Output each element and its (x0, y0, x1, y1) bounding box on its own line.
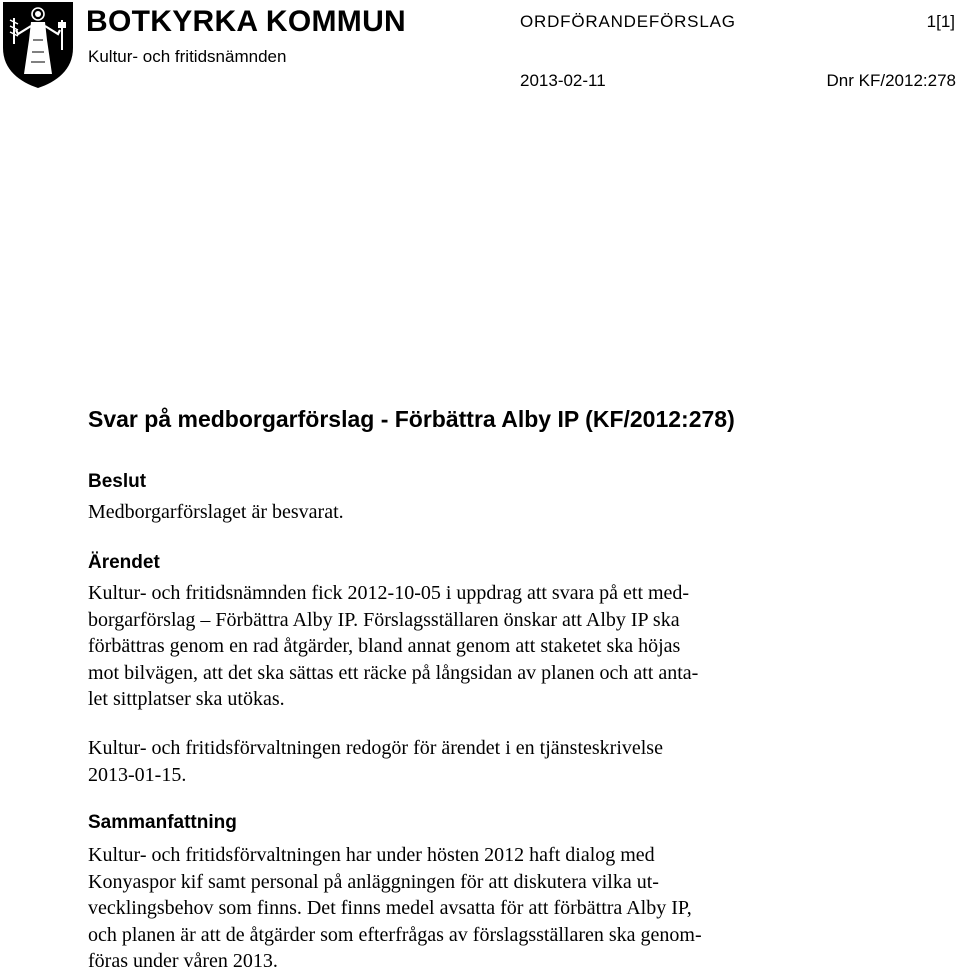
text-line: vecklingsbehov som finns. Det finns medel avsatta för att förbättra Alby IP, (88, 897, 692, 919)
text-line: Medborgarförslaget är besvarat. (88, 501, 344, 523)
section-heading-sammanfattning: Sammanfattning (88, 812, 237, 833)
text-line: mot bilvägen, att det ska sättas ett räcke på långsidan av planen och att anta- (88, 661, 699, 684)
document-title: Svar på medborgarförslag - Förbättra Alby IP (KF/2012:278) (88, 406, 735, 432)
text-line: Kultur- och fritidsförvaltningen har under hösten 2012 haft dialog med (88, 844, 655, 866)
document-type: ORDFÖRANDEFÖRSLAG (520, 12, 736, 31)
paragraph-arendet-2 (88, 735, 828, 788)
document-date: 2013-02-11 (520, 71, 606, 90)
paragraph-beslut (88, 499, 828, 526)
org-name: BOTKYRKA KOMMUN (86, 5, 407, 38)
paragraph-sammanfattning (88, 842, 828, 975)
logo (0, 0, 76, 90)
text-line: let sittplatser ska utökas. (88, 688, 285, 710)
coat-of-arms-icon (0, 0, 76, 90)
page-number: 1[1] (926, 12, 955, 31)
text-line: förbättras genom en rad åtgärder, bland annat genom att staketet ska höjas (88, 635, 681, 657)
paragraph-arendet-1 (88, 580, 828, 713)
text-line: och planen är att de åtgärder som efterfrågas av förslagsställaren ska genom- (88, 923, 702, 946)
text-line: Konyaspor kif samt personal på anläggningen för att diskutera vilka ut- (88, 870, 659, 893)
committee-name: Kultur- och fritidsnämnden (88, 47, 287, 66)
text-line: 2013-01-15. (88, 763, 187, 786)
text-line: Kultur- och fritidsförvaltningen redogör för ärendet i en tjänsteskrivelse (88, 737, 663, 759)
section-heading-beslut: Beslut (88, 471, 147, 492)
text-line: föras under våren 2013. (88, 950, 278, 972)
section-heading-arendet: Ärendet (88, 552, 160, 573)
text-line: Kultur- och fritidsnämnden fick 2012-10-05 i uppdrag att svara på ett med- (88, 582, 690, 604)
text-line: borgarförslag – Förbättra Alby IP. Förslagsställaren önskar att Alby IP ska (88, 608, 680, 631)
registration-number: Dnr KF/2012:278 (826, 71, 956, 90)
